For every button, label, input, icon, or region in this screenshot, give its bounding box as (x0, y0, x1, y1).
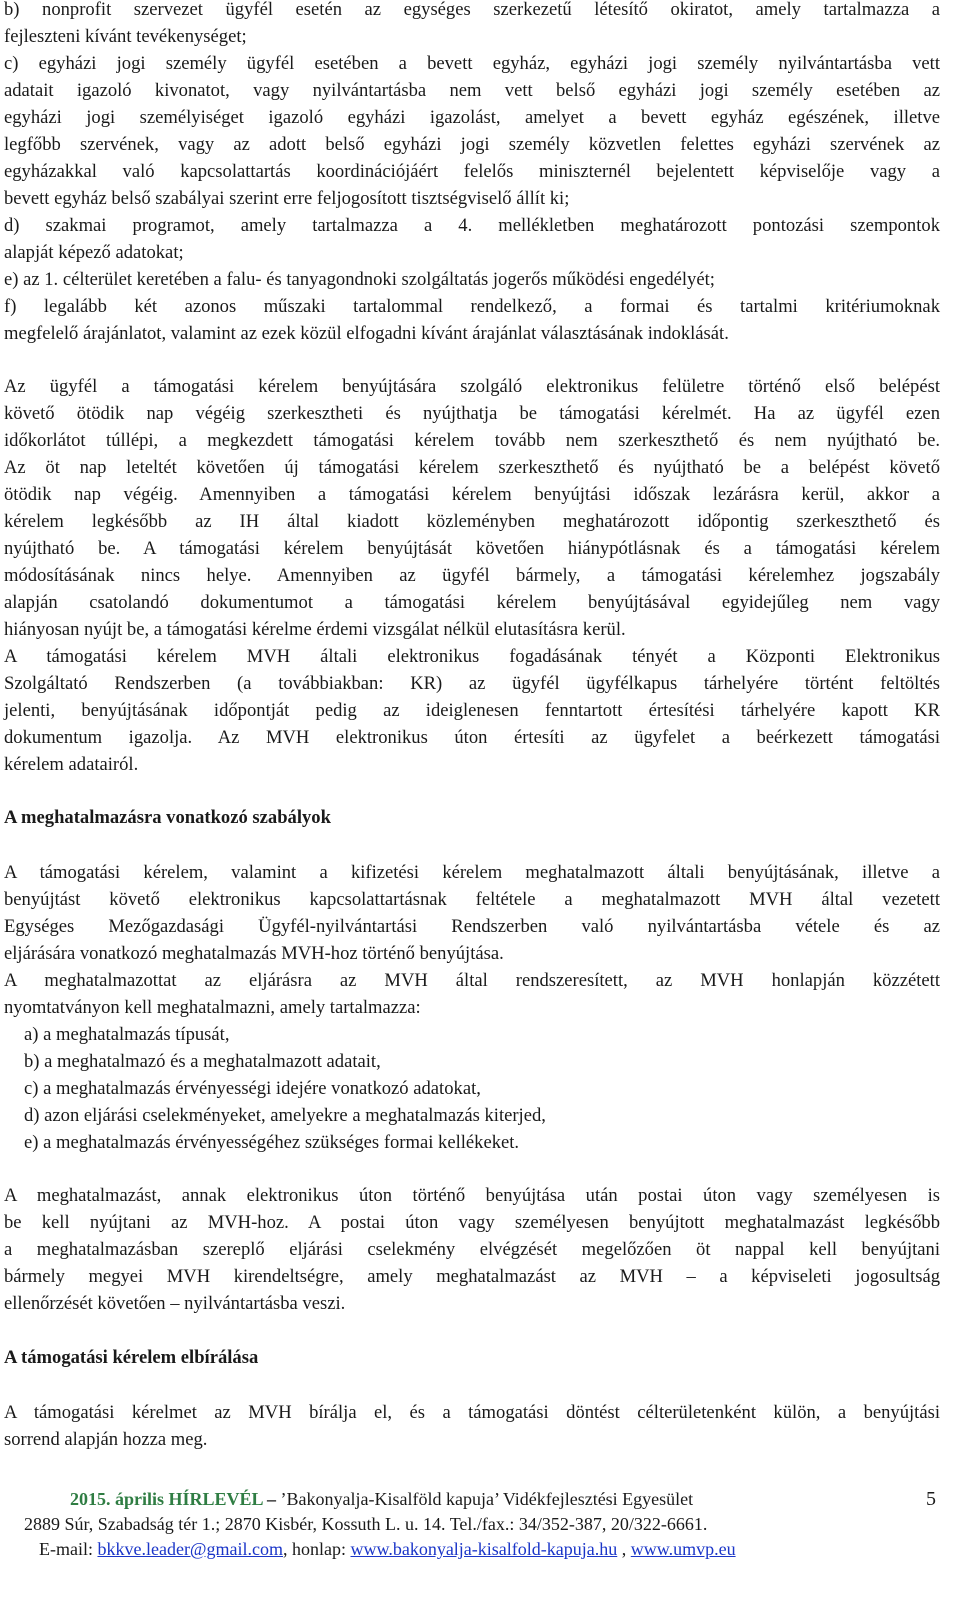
paragraph-line: időkorlátot túllépi, a megkezdett támogatási kérelem tovább nem szerkeszthető és nem nyújtható be. (4, 430, 940, 451)
paragraph-line: nyomtatványon kell meghatalmazni, amely tartalmazza: (4, 997, 421, 1018)
reception-paragraph (4, 643, 940, 778)
list-item-b-line: b) nonprofit szervezet ügyfél esetén az egységes szerkezetű létesítő okiratot, amely tartalmazza a (4, 0, 940, 20)
paragraph-line: módosításának nincs helye. Amennyiben az ügyfél bármely, a támogatási kérelemhez jogszabály (4, 565, 940, 586)
authorization-paragraph-1 (4, 859, 940, 967)
paragraph-line: benyújtást követő elektronikus kapcsolattartásnak feltétele a meghatalmazott MVH által vezetett (4, 889, 940, 910)
footer-dash: – (262, 1489, 281, 1509)
list-item: c) a meghatalmazás érvényességi idejére vonatkozó adatokat, (24, 1078, 481, 1099)
link-separator: , (617, 1539, 631, 1559)
section-heading-evaluation: A támogatási kérelem elbírálása (4, 1347, 259, 1368)
paragraph-line: alapján csatolandó dokumentumot a támogatási kérelem benyújtásával egyidejűleg nem vagy (4, 592, 940, 613)
footer-address: 2889 Súr, Szabadság tér 1.; 2870 Kisbér, Kossuth L. u. 14. Tel./fax.: 34/352-387, 20/322-6661. (24, 1514, 708, 1534)
evaluation-paragraph (4, 1399, 940, 1453)
paragraph-line: A támogatási kérelem, valamint a kifizetési kérelem meghatalmazott általi benyújtásának, illetve a (4, 862, 940, 883)
paragraph-line: Az ügyfél a támogatási kérelem benyújtására szolgáló elektronikus felületre történő első belépést (4, 376, 940, 397)
paragraph-line: ellenőrzését követően – nyilvántartásba veszi. (4, 1293, 346, 1314)
authorization-paragraph-2 (4, 967, 940, 1021)
list-item-c-line: egyházakkal való kapcsolattartás koordinációjáért felelős miniszternél bejelentett képviselője vagy a (4, 161, 940, 182)
paragraph-line: jelenti, benyújtásának időpontját pedig az ideiglenesen fenntartott értesítési tárhelyére kapott KR (4, 700, 940, 721)
footer-title (70, 1487, 693, 1511)
paragraph-line: sorrend alapján hozza meg. (4, 1429, 208, 1450)
requirements-list (4, 0, 940, 347)
paragraph-line: Szolgáltató Rendszerben (a továbbiakban: KR) az ügyfél ügyfélkapus tárhelyére történt feltöltés (4, 673, 940, 694)
paragraph-line: Egységes Mezőgazdasági Ügyfél-nyilvántartási Rendszerben való nyilvántartásba vétele és az (4, 916, 940, 937)
authorization-items-list (4, 1021, 960, 1156)
paragraph-line: A meghatalmazottat az eljárásra az MVH által rendszeresített, az MVH honlapján közzétett (4, 970, 940, 991)
authorization-paragraph-3 (4, 1182, 940, 1317)
footer-contacts (39, 1537, 736, 1561)
list-item: a) a meghatalmazás típusát, (24, 1024, 230, 1045)
list-item-c-line: c) egyházi jogi személy ügyfél esetében a bevett egyház, egyházi jogi személy nyilvántartásba vett (4, 53, 940, 74)
paragraph-line: eljárására vonatkozó meghatalmazás MVH-hoz történő benyújtása. (4, 943, 504, 964)
organization-name: ’Bakonyalja-Kisalföld kapuja’ Vidékfejlesztési Egyesület (280, 1489, 694, 1509)
paragraph-line: A támogatási kérelmet az MVH bírálja el, és a támogatási döntést célterületenként külön, a benyújtási (4, 1402, 940, 1423)
list-item-f-line: megfelelő árajánlatot, valamint az ezek közül elfogadni kívánt árajánlat választásának indoklását. (4, 323, 729, 344)
website-link-bakonyalja[interactable]: www.bakonyalja-kisalfold-kapuja.hu (350, 1539, 618, 1559)
paragraph-line: A támogatási kérelem MVH általi elektronikus fogadásának tényét a Központi Elektronikus (4, 646, 940, 667)
paragraph-line: a meghatalmazásban szereplő eljárási cselekmény elvégzését megelőzően öt nappal kell benyújtani (4, 1239, 940, 1260)
paragraph-line: be kell nyújtani az MVH-hoz. A postai úton vagy személyesen benyújtott meghatalmazást legkésőbb (4, 1212, 940, 1233)
page-number: 5 (926, 1488, 936, 1510)
list-item-d-line: alapját képező adatokat; (4, 242, 184, 263)
list-item-c-line: adatait igazoló kivonatot, vagy nyilvántartásba nem vett belső egyházi jogi személy esetében az (4, 80, 940, 101)
paragraph-line: dokumentum igazolja. Az MVH elektronikus úton értesíti az ügyfelet a beérkezett támogatási (4, 727, 940, 748)
list-item: d) azon eljárási cselekményeket, amelyekre a meghatalmazás kiterjed, (24, 1105, 546, 1126)
paragraph-line: A meghatalmazást, annak elektronikus úton történő benyújtása után postai úton vagy személyesen is (4, 1185, 940, 1206)
website-label: , honlap: (283, 1539, 351, 1559)
paragraph-line: bármely megyei MVH kirendeltségre, amely meghatalmazást az MVH – a képviseleti jogosultság (4, 1266, 940, 1287)
list-item-f-line: f) legalább két azonos műszaki tartalommal rendelkező, a formai és tartalmi kritériumoknak (4, 296, 940, 317)
list-item-c-line: legfőbb szervének, vagy az adott belső egyházi jogi személy közvetlen felettes egyházi szervének az (4, 134, 940, 155)
paragraph-line: kérelem adatairól. (4, 754, 139, 775)
newsletter-label: 2015. április HÍRLEVÉL (70, 1489, 263, 1509)
list-item-c-line: bevett egyház belső szabályai szerint erre feljogosított tisztségviselő állít ki; (4, 188, 570, 209)
website-link-umvp[interactable]: www.umvp.eu (630, 1539, 736, 1559)
submission-paragraph (4, 373, 940, 643)
list-item-d-line: d) szakmai programot, amely tartalmazza a 4. mellékletben meghatározott pontozási szempontok (4, 215, 940, 236)
list-item: e) a meghatalmazás érvényességéhez szükséges formai kellékeket. (24, 1132, 520, 1153)
email-link[interactable]: bkkve.leader@gmail.com (97, 1539, 283, 1559)
paragraph-line: követő ötödik nap végéig szerkesztheti és nyújthatja be támogatási kérelmét. Ha az ügyfél ezen (4, 403, 940, 424)
section-heading-authorization: A meghatalmazásra vonatkozó szabályok (4, 807, 331, 828)
list-item: b) a meghatalmazó és a meghatalmazott adatait, (24, 1051, 381, 1072)
paragraph-line: nyújtható be. A támogatási kérelem benyújtását követően hiánypótlásnak és a támogatási kérelem (4, 538, 940, 559)
email-label: E-mail: (39, 1539, 98, 1559)
paragraph-line: kérelem legkésőbb az IH által kiadott közleményben meghatározott időpontig szerkeszthető és (4, 511, 940, 532)
paragraph-line: ötödik nap végéig. Amennyiben a támogatási kérelem benyújtási időszak lezárásra kerül, akkor a (4, 484, 940, 505)
list-item-e-line: e) az 1. célterület keretében a falu- és tanyagondnoki szolgáltatás jogerős működési engedélyét; (4, 269, 715, 290)
list-item-b-line: fejleszteni kívánt tevékenységet; (4, 26, 247, 47)
paragraph-line: hiányosan nyújt be, a támogatási kérelme érdemi vizsgálat nélkül elutasításra kerül. (4, 619, 626, 640)
list-item-c-line: egyházi jogi személyiséget igazoló egyházi igazolást, amelyet a bevett egyház egészének, illetve (4, 107, 940, 128)
paragraph-line: Az öt nap leteltét követően új támogatási kérelem szerkeszthető és nyújtható be a belépést követő (4, 457, 940, 478)
